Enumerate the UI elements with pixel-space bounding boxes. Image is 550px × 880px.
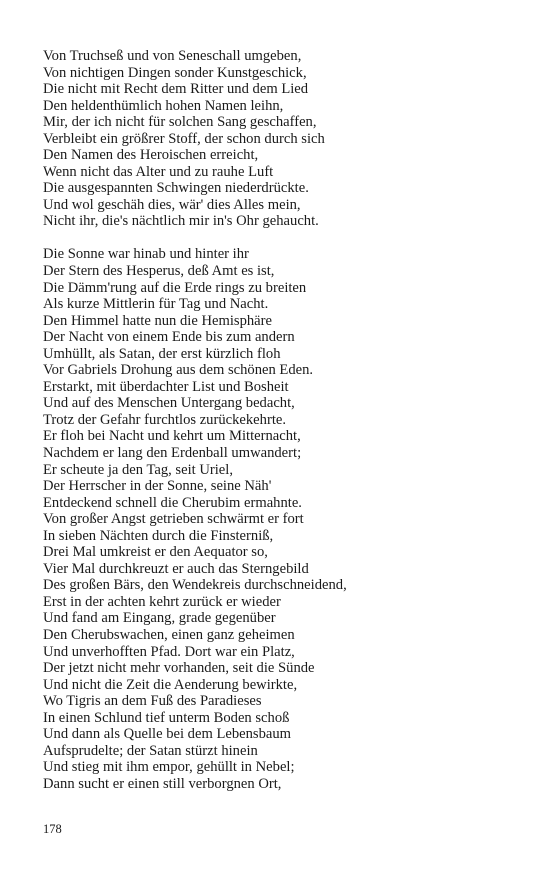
verse-line: Den Himmel hatte nun die Hemisphäre — [43, 312, 272, 329]
page-number: 178 — [43, 822, 62, 836]
verse-line: Der Nacht von einem Ende bis zum andern — [43, 329, 295, 346]
verse-line: Die ausgespannten Schwingen niederdrückte. — [43, 180, 309, 197]
verse-line: Die nicht mit Recht dem Ritter und dem Lied — [43, 81, 309, 98]
verse-line: Und dann als Quelle bei dem Lebensbaum — [43, 726, 292, 743]
verse-line: Der Herrscher in der Sonne, seine Näh' — [43, 478, 272, 495]
verse-line: Von Truchseß und von Seneschall umgeben, — [43, 48, 302, 64]
verse-line: Und auf des Menschen Untergang bedacht, — [43, 395, 295, 412]
verse-line: Mir, der ich nicht für solchen Sang geschaffen, — [43, 114, 317, 131]
verse-line: Die Sonne war hinab und hinter ihr — [43, 246, 249, 263]
verse-line: In einen Schlund tief unterm Boden schoß — [43, 709, 290, 726]
verse-line: Der jetzt nicht mehr vorhanden, seit die Sünde — [43, 660, 315, 677]
verse-line: Er floh bei Nacht und kehrt um Mitternacht, — [43, 428, 301, 445]
verse-line: Den heldenthümlich hohen Namen leihn, — [43, 97, 284, 114]
verse-line: Vier Mal durchkreuzt er auch das Sterngebild — [43, 560, 309, 577]
verse-line: Von nichtigen Dingen sonder Kunstgeschick, — [43, 64, 307, 81]
verse-line: Nicht ihr, die's nächtlich mir in's Ohr gehaucht. — [43, 213, 319, 230]
verse-line: Entdeckend schnell die Cherubim ermahnte. — [43, 494, 302, 511]
verse-line: Aufsprudelte; der Satan stürzt hinein — [43, 742, 258, 759]
verse-line: Und wol geschäh dies, wär' dies Alles mein, — [43, 196, 301, 213]
verse-line: Den Cherubswachen, einen ganz geheimen — [43, 626, 295, 643]
verse-line: Erst in der achten kehrt zurück er wieder — [43, 593, 281, 610]
verse-line: Nachdem er lang den Erdenball umwandert; — [43, 444, 302, 461]
verse-line: Verbleibt ein größrer Stoff, der schon durch sich — [43, 130, 325, 147]
verse-line: Die Dämm'rung auf die Erde rings zu breiten — [43, 279, 307, 296]
verse-line: Den Namen des Heroischen erreicht, — [43, 147, 259, 164]
verse-line: Als kurze Mittlerin für Tag und Nacht. — [43, 296, 269, 313]
stanza-1 — [43, 48, 523, 230]
verse-line: Vor Gabriels Drohung aus dem schönen Eden. — [43, 362, 314, 379]
verse-line: Wo Tigris an dem Fuß des Paradieses — [43, 693, 262, 710]
verse-line: Trotz der Gefahr furchtlos zurückekehrte. — [43, 411, 286, 428]
verse-line: Und nicht die Zeit die Aenderung bewirkte, — [43, 676, 298, 693]
page-body — [43, 48, 523, 792]
verse-line: Dann sucht er einen still verborgnen Ort, — [43, 775, 282, 792]
verse-line: Er scheute ja den Tag, seit Uriel, — [43, 461, 233, 478]
verse-line: Des großen Bärs, den Wendekreis durchschneidend, — [43, 577, 347, 594]
verse-line: Von großer Angst getrieben schwärmt er fort — [43, 511, 304, 528]
verse-line: Und unverhofften Pfad. Dort war ein Platz, — [43, 643, 295, 660]
stanza-2 — [43, 246, 523, 792]
verse-line: Wenn nicht das Alter und zu rauhe Luft — [43, 163, 274, 180]
verse-line: Und fand am Eingang, grade gegenüber — [43, 610, 276, 627]
verse-line: Und stieg mit ihm empor, gehüllt in Nebel; — [43, 759, 295, 776]
verse-line: Umhüllt, als Satan, der erst kürzlich floh — [43, 345, 281, 362]
verse-line: In sieben Nächten durch die Finsterniß, — [43, 527, 274, 544]
verse-line: Drei Mal umkreist er den Aequator so, — [43, 544, 268, 561]
verse-line: Erstarkt, mit überdachter List und Bosheit — [43, 378, 289, 395]
verse-line: Der Stern des Hesperus, deß Amt es ist, — [43, 262, 275, 279]
